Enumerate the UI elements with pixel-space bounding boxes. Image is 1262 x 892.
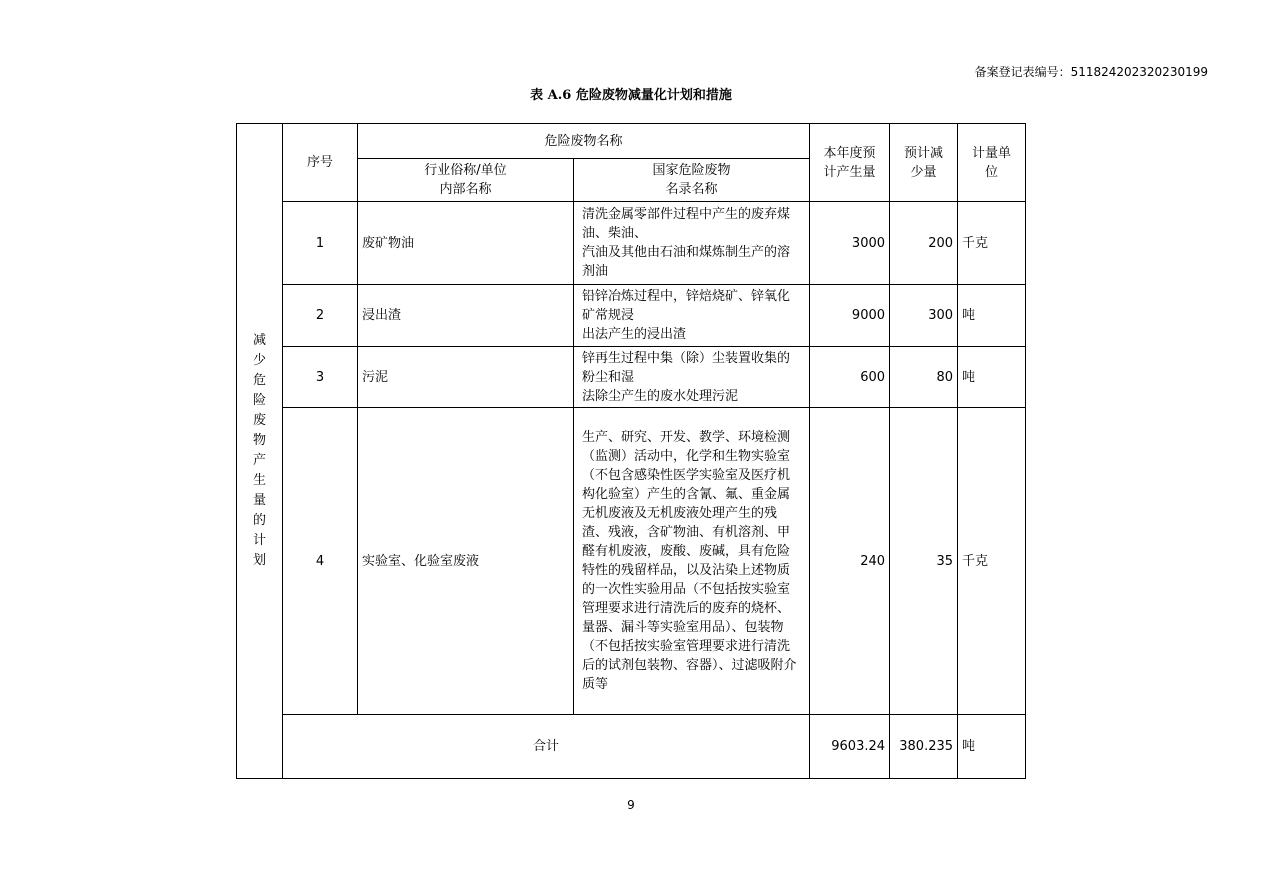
row-industry-name: 污泥 (358, 347, 574, 408)
row-catalog-name (574, 347, 810, 408)
table-row (237, 202, 1026, 285)
page-number: 9 (627, 798, 635, 812)
row-industry-name: 废矿物油 (358, 202, 574, 285)
row-unit: 吨 (958, 285, 1026, 347)
row-annual-output: 9000 (810, 285, 890, 347)
row-seq: 2 (283, 285, 358, 347)
row-reduction: 35 (890, 408, 958, 715)
header-reduction (890, 124, 958, 202)
row-unit: 千克 (958, 408, 1026, 715)
table-row (237, 347, 1026, 408)
filing-registration-number: 备案登记表编号：511824202320230199 (974, 65, 1208, 79)
row-seq: 3 (283, 347, 358, 408)
row-catalog-name (574, 408, 810, 715)
row-catalog-name (574, 202, 810, 285)
total-unit: 吨 (958, 715, 1026, 779)
header-unit-text: 计量单 位 (972, 145, 1012, 180)
table-row (237, 285, 1026, 347)
row-reduction: 300 (890, 285, 958, 347)
table-row (237, 408, 1026, 715)
row-seq: 1 (283, 202, 358, 285)
row-industry-name: 浸出渣 (358, 285, 574, 347)
header-industry-name (358, 159, 574, 202)
row-seq: 4 (283, 408, 358, 715)
header-waste-name-group: 危险废物名称 (358, 124, 810, 159)
row-catalog-name (574, 285, 810, 347)
row-catalog-name-text: 铅锌冶炼过程中，锌焙烧矿、锌氧化矿常规浸 出法产生的浸出渣 (582, 289, 791, 342)
side-label: 减少危险废物产生量的计划 (252, 333, 266, 568)
row-annual-output: 240 (810, 408, 890, 715)
total-label: 合计 (283, 715, 810, 779)
total-reduction (890, 715, 958, 779)
table-title: 表 A.6 危险废物减量化计划和措施 (530, 88, 732, 103)
header-annual-output-text: 本年度预 计产生量 (823, 145, 876, 180)
header-reduction-text: 预计减 少量 (904, 145, 944, 180)
header-catalog-name-text: 国家危险废物 名录名称 (652, 163, 731, 197)
header-catalog-name (574, 159, 810, 202)
row-unit: 吨 (958, 347, 1026, 408)
row-catalog-name-text: 生产、研究、开发、教学、环境检测（监测）活动中，化学和生物实验室（不包含感染性医学实验室及医疗机构化验室）产生的含氰、氟、重金属无机废液及无机废液处理产生的残渣、残液，含矿物油、有机溶剂、甲醛有机废液，废酸、废碱，具有危险特性的残留样品，以及沾染上述物质的一次性实验用品（不包括按实验室管理要求进行清洗后的废弃的烧杯、量器、漏斗等实验室用品）、包装物（不包括按实验室管理要求进行清洗后的试剂包装物、容器）、过滤吸附介质等 (582, 430, 797, 692)
row-unit: 千克 (958, 202, 1026, 285)
row-industry-name: 实验室、化验室废液 (358, 408, 574, 715)
header-seq: 序号 (283, 124, 358, 202)
header-annual-output (810, 124, 890, 202)
total-reduction-text: 380.235 (899, 739, 954, 754)
total-annual-output: 9603.24 (810, 715, 890, 779)
header-industry-name-text: 行业俗称/单位 内部名称 (424, 163, 507, 197)
total-row (237, 715, 1026, 779)
row-annual-output: 600 (810, 347, 890, 408)
header-unit (958, 124, 1026, 202)
side-label-cell (237, 124, 283, 779)
hazardous-waste-reduction-table (236, 123, 1026, 779)
row-reduction: 200 (890, 202, 958, 285)
row-reduction: 80 (890, 347, 958, 408)
row-catalog-name-text: 清洗金属零部件过程中产生的废弃煤油、柴油、 汽油及其他由石油和煤炼制生产的溶剂油 (582, 207, 791, 279)
row-annual-output: 3000 (810, 202, 890, 285)
row-catalog-name-text: 锌再生过程中集（除）尘装置收集的粉尘和湿 法除尘产生的废水处理污泥 (582, 350, 791, 404)
